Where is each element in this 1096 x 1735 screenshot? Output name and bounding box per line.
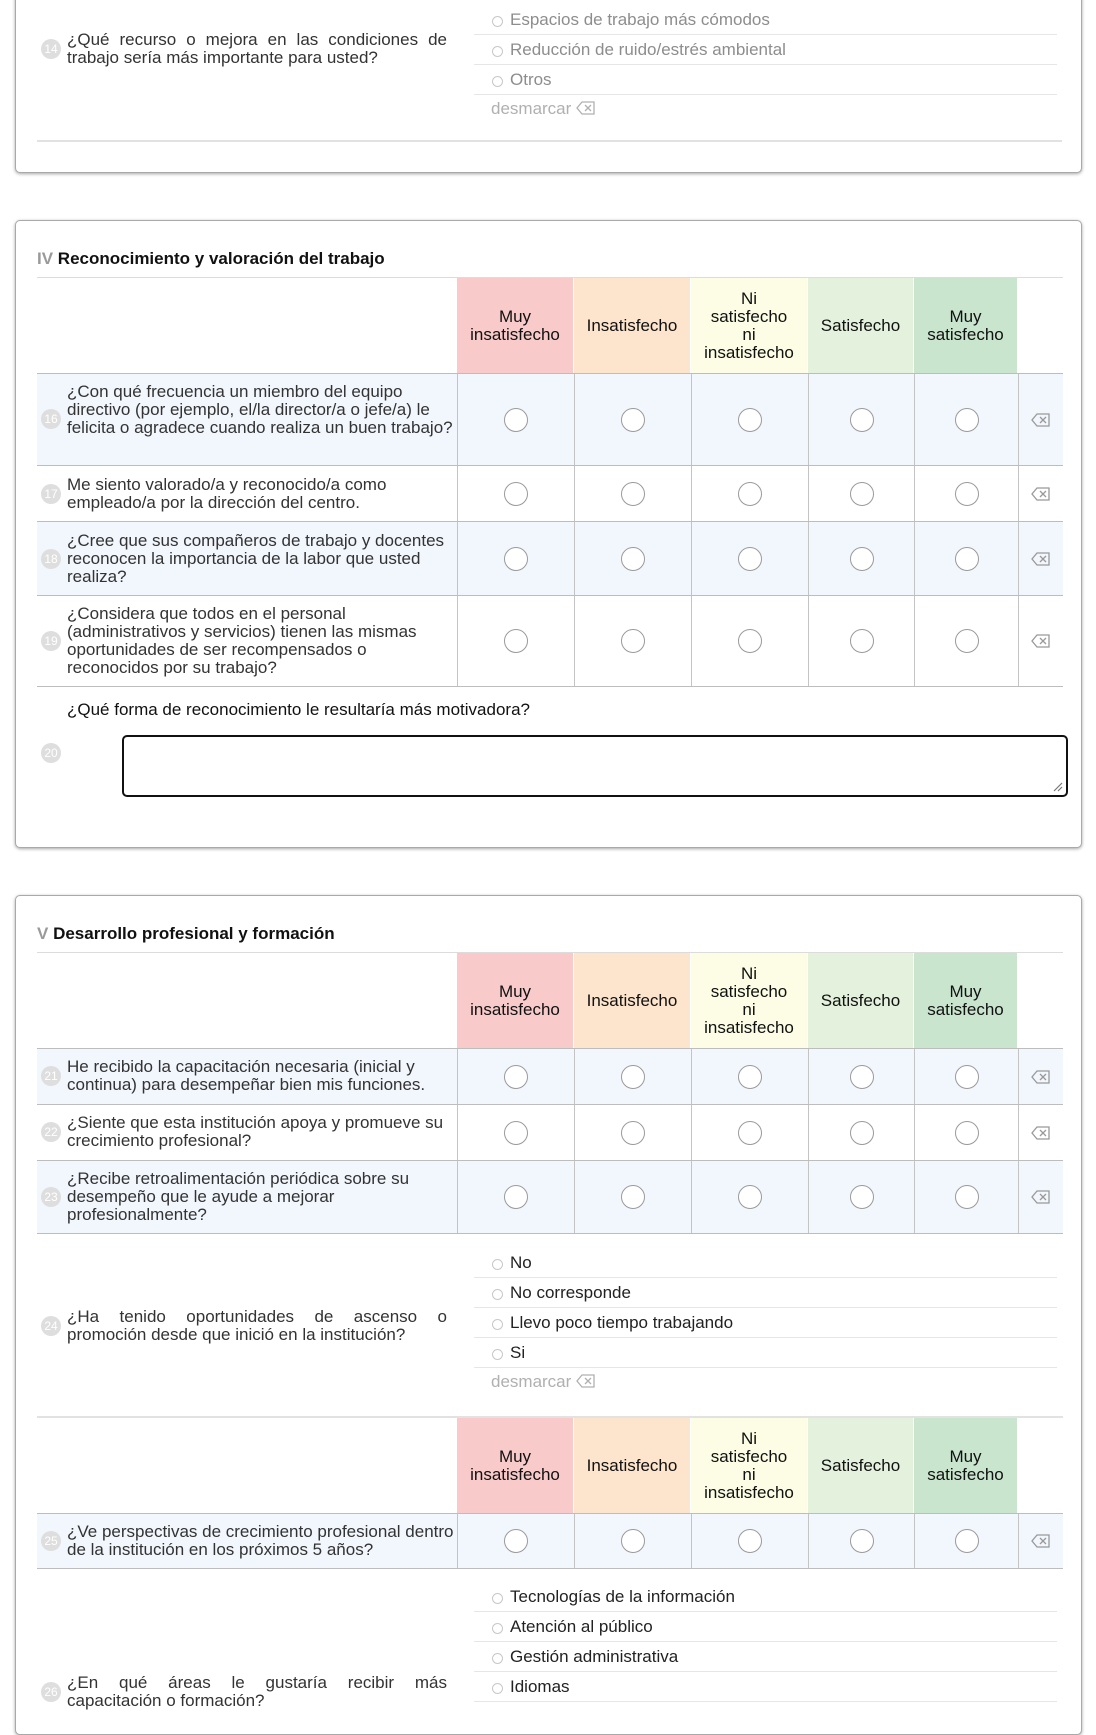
radio-button[interactable]: [621, 1529, 645, 1553]
question-text: ¿En qué áreas le gustaría recibir más capacitación o formación?: [67, 1673, 447, 1710]
radio-button[interactable]: [850, 1065, 874, 1089]
radio-button[interactable]: [492, 1653, 503, 1664]
radio-button[interactable]: [850, 1121, 874, 1145]
matrix-row: [37, 1104, 1063, 1160]
header-insatisfecho: Insatisfecho: [574, 1418, 691, 1513]
backspace-icon[interactable]: [1031, 1126, 1051, 1140]
radio-button[interactable]: [492, 1683, 503, 1694]
radio-button[interactable]: [850, 1529, 874, 1553]
radio-button[interactable]: [621, 547, 645, 571]
radio-button[interactable]: [738, 482, 762, 506]
question-text: Me siento valorado/a y reconocido/a como empleado/a por la dirección del centro.: [67, 475, 387, 512]
radio-button[interactable]: [738, 629, 762, 653]
clear-label: desmarcar: [491, 1372, 572, 1391]
option-label: Idiomas: [510, 1676, 570, 1696]
radio-button[interactable]: [492, 1259, 503, 1270]
radio-button[interactable]: [850, 482, 874, 506]
cell-5: [914, 1514, 1018, 1568]
radio-button[interactable]: [955, 1121, 979, 1145]
radio-button[interactable]: [621, 1121, 645, 1145]
matrix-row: [37, 373, 1063, 465]
cell-3: [691, 466, 808, 521]
option-label: No corresponde: [510, 1282, 631, 1302]
question-text: ¿Ha tenido oportunidades de ascenso o promoción desde que inició en la institución?: [67, 1307, 447, 1344]
recognition-textarea[interactable]: [122, 735, 1068, 797]
backspace-icon[interactable]: [1031, 552, 1051, 566]
cell-3: [691, 1161, 808, 1233]
section-title-text: Desarrollo profesional y formación: [53, 924, 335, 943]
question-number: 17: [41, 484, 61, 504]
cell-5: [914, 374, 1018, 465]
question-text: ¿Considera que todos en el personal (administrativos y servicios) tienen las mismas oportunidades de ser recompensados o reconocidos por su trabajo?: [67, 604, 417, 677]
matrix-row: [37, 1513, 1063, 1569]
radio-button[interactable]: [504, 1529, 528, 1553]
radio-button[interactable]: [504, 1185, 528, 1209]
cell-1: [457, 1514, 574, 1568]
question-text: ¿Qué recurso o mejora en las condiciones de trabajo sería más importante para usted?: [67, 30, 447, 67]
header-neutral: Ni satisfecho ni insatisfecho: [691, 1418, 808, 1513]
options-list: [474, 1248, 1057, 1368]
option-si[interactable]: [474, 1338, 1057, 1368]
cell-2: [574, 596, 691, 686]
section-title-text: Reconocimiento y valoración del trabajo: [57, 249, 385, 268]
header-muy-satisfecho: Muy satisfecho: [914, 953, 1018, 1048]
matrix-row: [37, 1048, 1063, 1104]
divider: [37, 140, 1062, 142]
cell-4: [808, 522, 914, 595]
clear-cell: [1018, 466, 1062, 521]
cell-3: [691, 596, 808, 686]
cell-2: [574, 1049, 691, 1104]
option-espacios[interactable]: [474, 5, 1057, 35]
cell-4: [808, 596, 914, 686]
backspace-icon[interactable]: [1031, 413, 1051, 427]
matrix-row: [37, 1160, 1063, 1234]
clear-cell: [1018, 522, 1062, 595]
radio-button[interactable]: [621, 629, 645, 653]
clear-cell: [1018, 1049, 1062, 1104]
radio-button[interactable]: [492, 46, 503, 57]
cell-4: [808, 1105, 914, 1160]
matrix-row: [37, 521, 1063, 595]
header-muy-insatisfecho: Muy insatisfecho: [457, 1418, 574, 1513]
cell-4: [808, 1049, 914, 1104]
radio-button[interactable]: [738, 1065, 762, 1089]
cell-2: [574, 374, 691, 465]
cell-5: [914, 522, 1018, 595]
radio-button[interactable]: [504, 408, 528, 432]
header-muy-insatisfecho: Muy insatisfecho: [457, 953, 574, 1048]
header-insatisfecho: Insatisfecho: [574, 953, 691, 1048]
section-3-card: [15, 0, 1082, 173]
option-label: Otros: [510, 69, 552, 89]
question-number: 16: [41, 409, 61, 429]
section-number: IV: [37, 249, 54, 268]
question-text: ¿Siente que esta institución apoya y promueve su crecimiento profesional?: [67, 1113, 444, 1150]
option-idiomas[interactable]: [474, 1672, 1057, 1702]
option-label: Atención al público: [510, 1616, 653, 1636]
question-text: ¿Qué forma de reconocimiento le resultaría más motivadora?: [67, 700, 530, 719]
option-gestion[interactable]: [474, 1642, 1057, 1672]
radio-button[interactable]: [504, 547, 528, 571]
backspace-icon: [576, 1374, 596, 1388]
option-label: Si: [510, 1342, 526, 1362]
radio-button[interactable]: [955, 629, 979, 653]
radio-button[interactable]: [492, 76, 503, 87]
header-neutral: Ni satisfecho ni insatisfecho: [691, 953, 808, 1048]
header-satisfecho: Satisfecho: [808, 1418, 914, 1513]
cell-5: [914, 1105, 1018, 1160]
question-number: 26: [41, 1682, 61, 1702]
section-5-card: [15, 895, 1082, 1735]
question-text: He recibido la capacitación necesaria (inicial y continua) para desempeñar bien mis funciones.: [67, 1057, 426, 1094]
option-otros[interactable]: [474, 65, 1057, 95]
cell-4: [808, 1161, 914, 1233]
cell-5: [914, 596, 1018, 686]
clear-cell: [1018, 374, 1062, 465]
radio-button[interactable]: [492, 1289, 503, 1300]
option-no[interactable]: [474, 1248, 1057, 1278]
question-number: 20: [41, 743, 61, 763]
radio-button[interactable]: [850, 1185, 874, 1209]
radio-button[interactable]: [738, 408, 762, 432]
question-number: 22: [41, 1122, 61, 1142]
radio-button[interactable]: [955, 1065, 979, 1089]
radio-button[interactable]: [492, 1349, 503, 1360]
backspace-icon[interactable]: [1031, 634, 1051, 648]
option-label: Espacios de trabajo más cómodos: [510, 9, 770, 29]
option-label: Gestión administrativa: [510, 1646, 679, 1666]
question-number: 14: [41, 39, 61, 59]
radio-button[interactable]: [738, 547, 762, 571]
radio-button[interactable]: [621, 1065, 645, 1089]
section-4-card: [15, 220, 1082, 848]
cell-2: [574, 1161, 691, 1233]
cell-2: [574, 522, 691, 595]
matrix-table: [37, 952, 1063, 1234]
cell-2: [574, 1105, 691, 1160]
header-muy-satisfecho: Muy satisfecho: [914, 278, 1018, 373]
option-label: Llevo poco tiempo trabajando: [510, 1312, 734, 1332]
radio-button[interactable]: [492, 1593, 503, 1604]
question-text: ¿Con qué frecuencia un miembro del equipo directivo (por ejemplo, el/la director/a o jefe/a) le felicita o agradece cuando realiza un buen trabajo?: [67, 382, 453, 437]
header-muy-satisfecho: Muy satisfecho: [914, 1418, 1018, 1513]
clear-cell: [1018, 596, 1062, 686]
cell-2: [574, 466, 691, 521]
radio-button[interactable]: [955, 408, 979, 432]
question-number: 24: [41, 1316, 61, 1336]
radio-button[interactable]: [504, 629, 528, 653]
cell-3: [691, 374, 808, 465]
backspace-icon: [576, 101, 596, 115]
option-poco-tiempo[interactable]: [474, 1308, 1057, 1338]
resize-handle-icon[interactable]: [1051, 780, 1063, 792]
section-title: [37, 924, 335, 944]
clear-cell: [1018, 1161, 1062, 1233]
option-atencion[interactable]: [474, 1612, 1057, 1642]
option-label: No: [510, 1252, 532, 1272]
radio-button[interactable]: [850, 547, 874, 571]
clear-cell: [1018, 1105, 1062, 1160]
backspace-icon[interactable]: [1031, 1070, 1051, 1084]
cell-1: [457, 1105, 574, 1160]
question-text: ¿Recibe retroalimentación periódica sobre su desempeño que le ayude a mejorar profesionalmente?: [67, 1169, 410, 1224]
radio-button[interactable]: [492, 1623, 503, 1634]
header-satisfecho: Satisfecho: [808, 278, 914, 373]
options-list: [474, 1582, 1057, 1702]
backspace-icon[interactable]: [1031, 487, 1051, 501]
cell-5: [914, 466, 1018, 521]
clear-cell: [1018, 1514, 1062, 1568]
question-text: ¿Ve perspectivas de crecimiento profesional dentro de la institución en los próximos 5 años?: [67, 1522, 454, 1559]
radio-button[interactable]: [621, 1185, 645, 1209]
cell-2: [574, 1514, 691, 1568]
cell-5: [914, 1161, 1018, 1233]
cell-1: [457, 466, 574, 521]
radio-button[interactable]: [504, 1121, 528, 1145]
section-number: V: [37, 924, 49, 943]
cell-4: [808, 374, 914, 465]
matrix-table: [37, 1416, 1063, 1569]
radio-button[interactable]: [738, 1185, 762, 1209]
cell-3: [691, 522, 808, 595]
matrix-header: [37, 952, 1063, 1048]
header-neutral: Ni satisfecho ni insatisfecho: [691, 278, 808, 373]
matrix-header: [37, 277, 1063, 373]
radio-button[interactable]: [850, 629, 874, 653]
radio-button[interactable]: [492, 16, 503, 27]
cell-1: [457, 596, 574, 686]
options-list: [474, 5, 1057, 95]
radio-button[interactable]: [621, 408, 645, 432]
question-number: 19: [41, 631, 61, 651]
question-number: 21: [41, 1066, 61, 1086]
cell-3: [691, 1105, 808, 1160]
clear-selection-link[interactable]: [491, 1372, 596, 1392]
radio-button[interactable]: [738, 1529, 762, 1553]
radio-button[interactable]: [738, 1121, 762, 1145]
cell-4: [808, 466, 914, 521]
radio-button[interactable]: [955, 1529, 979, 1553]
question-number: 18: [41, 549, 61, 569]
matrix-row: [37, 595, 1063, 687]
question-number: 23: [41, 1187, 61, 1207]
backspace-icon[interactable]: [1031, 1534, 1051, 1548]
radio-button[interactable]: [492, 1319, 503, 1330]
question-number: 25: [41, 1531, 61, 1551]
clear-selection-link[interactable]: [491, 99, 596, 119]
matrix-header: [37, 1416, 1063, 1513]
radio-button[interactable]: [955, 1185, 979, 1209]
cell-3: [691, 1049, 808, 1104]
cell-1: [457, 1049, 574, 1104]
option-label: Reducción de ruido/estrés ambiental: [510, 39, 786, 59]
radio-button[interactable]: [621, 482, 645, 506]
radio-button[interactable]: [850, 408, 874, 432]
backspace-icon[interactable]: [1031, 1190, 1051, 1204]
option-tecnologias[interactable]: [474, 1582, 1057, 1612]
option-no-corresponde[interactable]: [474, 1278, 1057, 1308]
matrix-row: [37, 465, 1063, 521]
cell-1: [457, 1161, 574, 1233]
header-insatisfecho: Insatisfecho: [574, 278, 691, 373]
section-title: [37, 249, 385, 269]
cell-4: [808, 1514, 914, 1568]
cell-5: [914, 1049, 1018, 1104]
radio-button[interactable]: [504, 1065, 528, 1089]
cell-1: [457, 374, 574, 465]
radio-button[interactable]: [955, 547, 979, 571]
radio-button[interactable]: [955, 482, 979, 506]
option-ruido[interactable]: [474, 35, 1057, 65]
matrix-table: [37, 277, 1063, 687]
question-text: ¿Cree que sus compañeros de trabajo y docentes reconocen la importancia de la labor que usted realiza?: [67, 531, 445, 586]
cell-1: [457, 522, 574, 595]
clear-label: desmarcar: [491, 99, 572, 118]
cell-3: [691, 1514, 808, 1568]
radio-button[interactable]: [504, 482, 528, 506]
header-muy-insatisfecho: Muy insatisfecho: [457, 278, 574, 373]
header-satisfecho: Satisfecho: [808, 953, 914, 1048]
option-label: Tecnologías de la información: [510, 1586, 735, 1606]
